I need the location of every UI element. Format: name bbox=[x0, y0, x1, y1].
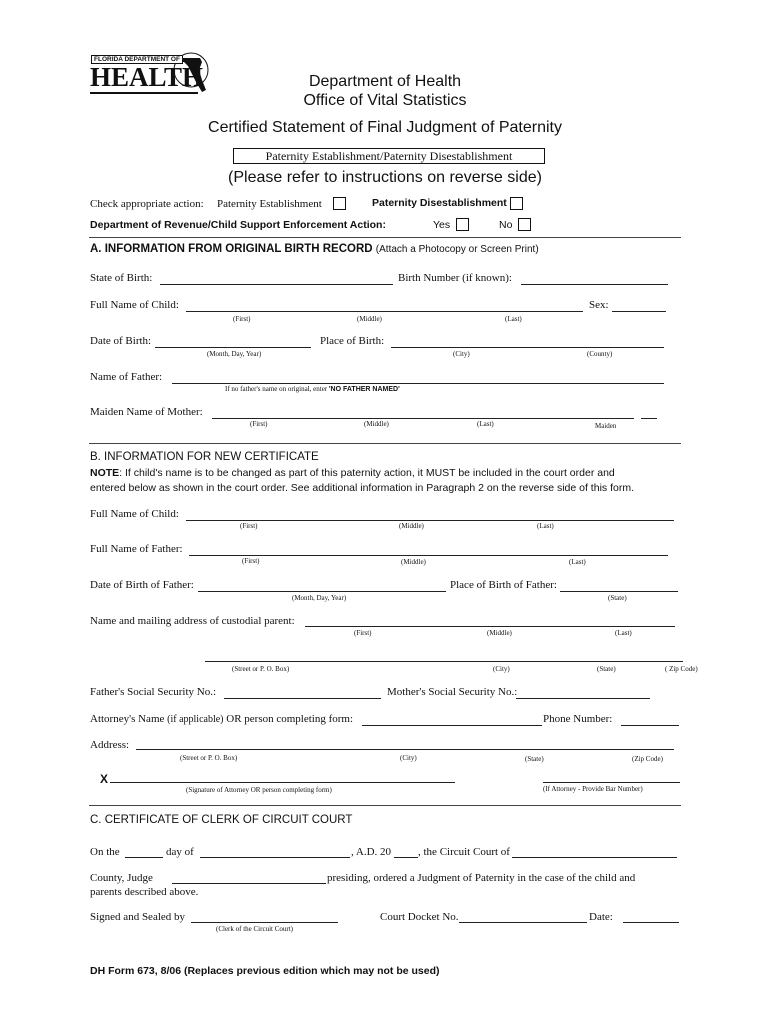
court-docket-label: Court Docket No. bbox=[380, 911, 459, 923]
caption-c-state: (State) bbox=[597, 665, 616, 673]
caption-maiden: Maiden bbox=[595, 422, 617, 430]
attorney-name-field[interactable] bbox=[362, 725, 542, 726]
signed-sealed-label: Signed and Sealed by bbox=[90, 911, 186, 923]
state-of-birth-label: State of Birth: bbox=[90, 272, 153, 284]
circuit-court-label: , the Circuit Court of bbox=[418, 846, 510, 858]
phone-number-label: Phone Number: bbox=[543, 713, 613, 725]
check-action-label: Check appropriate action: bbox=[90, 198, 204, 210]
caption-b-first: (First) bbox=[240, 522, 258, 530]
date-field[interactable] bbox=[623, 922, 679, 923]
yes-checkbox[interactable] bbox=[456, 218, 469, 231]
address-label: Address: bbox=[90, 739, 130, 751]
birth-number-label: Birth Number (if known): bbox=[398, 272, 512, 284]
county-judge-label: County, Judge bbox=[90, 872, 153, 884]
presiding-text: presiding, ordered a Judgment of Paternity in the case of the child and bbox=[327, 872, 636, 884]
caption-b-middle: (Middle) bbox=[399, 522, 424, 530]
caption-clerk: (Clerk of the Circuit Court) bbox=[216, 925, 293, 933]
child-name-label: Full Name of Child: bbox=[90, 299, 179, 311]
caption-addr-zip: (Zip Code) bbox=[632, 755, 663, 763]
section-c-heading: C. CERTIFICATE OF CLERK OF CIRCUIT COURT bbox=[90, 814, 353, 826]
place-of-birth-field[interactable] bbox=[391, 347, 664, 348]
no-checkbox[interactable] bbox=[518, 218, 531, 231]
divider bbox=[89, 237, 681, 238]
caption-last: (Last) bbox=[505, 315, 522, 323]
form-footer: DH Form 673, 8/06 (Replaces previous edition which may not be used) bbox=[90, 965, 440, 977]
caption-c-city: (City) bbox=[493, 665, 510, 673]
mother-maiden-extra-field[interactable] bbox=[641, 418, 657, 419]
year-field[interactable] bbox=[394, 857, 418, 858]
child-name-field[interactable] bbox=[186, 311, 583, 312]
new-father-name-field[interactable] bbox=[189, 555, 668, 556]
caption-c-zip: ( Zip Code) bbox=[665, 665, 698, 673]
no-label: No bbox=[499, 219, 513, 231]
bar-number-field[interactable] bbox=[543, 782, 680, 783]
section-a-heading: A. INFORMATION FROM ORIGINAL BIRTH RECORD (Attach a Photocopy or Screen Print) bbox=[90, 243, 539, 255]
dob-label: Date of Birth: bbox=[90, 335, 152, 347]
address-field[interactable] bbox=[136, 749, 674, 750]
logo-top-text: FLORIDA DEPARTMENT OF bbox=[91, 55, 183, 64]
judge-field[interactable] bbox=[172, 883, 326, 884]
circuit-court-field[interactable] bbox=[512, 857, 677, 858]
father-ssn-label: Father's Social Security No.: bbox=[90, 686, 217, 698]
paternity-establishment-label: Paternity Establishment bbox=[217, 198, 322, 210]
section-b-heading: B. INFORMATION FOR NEW CERTIFICATE bbox=[90, 451, 319, 463]
caption-mother-last: (Last) bbox=[477, 420, 494, 428]
sex-field[interactable] bbox=[612, 311, 666, 312]
custodial-parent-label: Name and mailing address of custodial parent: bbox=[90, 615, 295, 627]
phone-number-field[interactable] bbox=[621, 725, 679, 726]
on-the-label: On the bbox=[90, 846, 120, 858]
month-field[interactable] bbox=[200, 857, 350, 858]
attorney-name-label: Attorney's Name (if applicable) OR person completing form: bbox=[90, 713, 354, 725]
caption-c-first: (First) bbox=[354, 629, 372, 637]
birth-number-field[interactable] bbox=[521, 284, 668, 285]
caption-c-middle: (Middle) bbox=[487, 629, 512, 637]
caption-father-dob: (Month, Day, Year) bbox=[292, 594, 347, 602]
caption-middle: (Middle) bbox=[357, 315, 382, 323]
custodial-parent-name-field[interactable] bbox=[305, 626, 675, 627]
caption-c-last: (Last) bbox=[615, 629, 632, 637]
day-field[interactable] bbox=[125, 857, 163, 858]
mother-maiden-label: Maiden Name of Mother: bbox=[90, 406, 203, 418]
mother-ssn-field[interactable] bbox=[516, 698, 650, 699]
sex-label: Sex: bbox=[589, 299, 609, 311]
caption-signature: (Signature of Attorney OR person completing form) bbox=[186, 786, 332, 794]
caption-county: (County) bbox=[587, 350, 613, 358]
dor-action-label: Department of Revenue/Child Support Enforcement Action: bbox=[90, 219, 386, 231]
yes-label: Yes bbox=[433, 219, 451, 231]
day-of-label: day of bbox=[166, 846, 194, 858]
clerk-signature-field[interactable] bbox=[191, 922, 338, 923]
signature-x-mark: X bbox=[100, 772, 109, 786]
new-child-name-field[interactable] bbox=[186, 520, 674, 521]
caption-mother-middle: (Middle) bbox=[364, 420, 389, 428]
divider bbox=[89, 443, 681, 444]
date-label: Date: bbox=[589, 911, 613, 923]
caption-month-day-year: (Month, Day, Year) bbox=[207, 350, 262, 358]
father-name-label: Name of Father: bbox=[90, 371, 163, 383]
caption-b-last: (Last) bbox=[537, 522, 554, 530]
paternity-disestablishment-label: Paternity Disestablishment bbox=[372, 197, 507, 209]
caption-bar-number: (If Attorney - Provide Bar Number) bbox=[543, 785, 643, 793]
new-father-name-label: Full Name of Father: bbox=[90, 543, 183, 555]
caption-state: (State) bbox=[608, 594, 627, 602]
section-b-note-line2: entered below as shown in the court order. See additional information in Paragraph 2 on the reverse side of this form. bbox=[90, 482, 634, 494]
section-b-note: NOTE: If child's name is to be changed as part of this paternity action, it MUST be included in the court order and bbox=[90, 467, 615, 479]
father-pob-label: Place of Birth of Father: bbox=[450, 579, 557, 591]
boxed-subtitle: Paternity Establishment/Paternity Disestablishment bbox=[233, 148, 545, 164]
department-name: Department of Health bbox=[308, 73, 462, 90]
paternity-establishment-checkbox[interactable] bbox=[333, 197, 346, 210]
father-dob-field[interactable] bbox=[198, 591, 446, 592]
court-docket-field[interactable] bbox=[459, 922, 587, 923]
office-name: Office of Vital Statistics bbox=[303, 92, 467, 109]
state-of-birth-field[interactable] bbox=[160, 284, 393, 285]
father-pob-field[interactable] bbox=[560, 591, 678, 592]
parents-text: parents described above. bbox=[90, 886, 199, 898]
caption-bf-first: (First) bbox=[242, 557, 260, 565]
place-of-birth-label: Place of Birth: bbox=[320, 335, 385, 347]
caption-city: (City) bbox=[453, 350, 470, 358]
father-name-field[interactable] bbox=[172, 383, 664, 384]
father-dob-label: Date of Birth of Father: bbox=[90, 579, 194, 591]
form-title: Certified Statement of Final Judgment of Paternity bbox=[208, 119, 562, 136]
father-ssn-field[interactable] bbox=[224, 698, 381, 699]
caption-addr-state: (State) bbox=[525, 755, 544, 763]
divider bbox=[89, 805, 681, 806]
caption-bf-middle: (Middle) bbox=[401, 558, 426, 566]
mother-maiden-field[interactable] bbox=[212, 418, 634, 419]
paternity-disestablishment-checkbox[interactable] bbox=[510, 197, 523, 210]
caption-first: (First) bbox=[233, 315, 251, 323]
ad-label: , A.D. 20 bbox=[351, 846, 392, 858]
logo-main-text: HEALTH bbox=[90, 62, 204, 92]
new-child-name-label: Full Name of Child: bbox=[90, 508, 179, 520]
custodial-parent-address-field[interactable] bbox=[205, 661, 683, 662]
caption-bf-last: (Last) bbox=[569, 558, 586, 566]
signature-field[interactable] bbox=[110, 782, 455, 783]
no-father-note: If no father's name on original, enter 'NO FATHER NAMED' bbox=[225, 385, 400, 393]
caption-addr-city: (City) bbox=[400, 754, 417, 762]
caption-street: (Street or P. O. Box) bbox=[232, 665, 290, 673]
caption-mother-first: (First) bbox=[250, 420, 268, 428]
mother-ssn-label: Mother's Social Security No.: bbox=[387, 686, 518, 698]
dob-field[interactable] bbox=[155, 347, 311, 348]
instructions-note: (Please refer to instructions on reverse side) bbox=[228, 169, 542, 186]
caption-addr-street: (Street or P. O. Box) bbox=[180, 754, 238, 762]
